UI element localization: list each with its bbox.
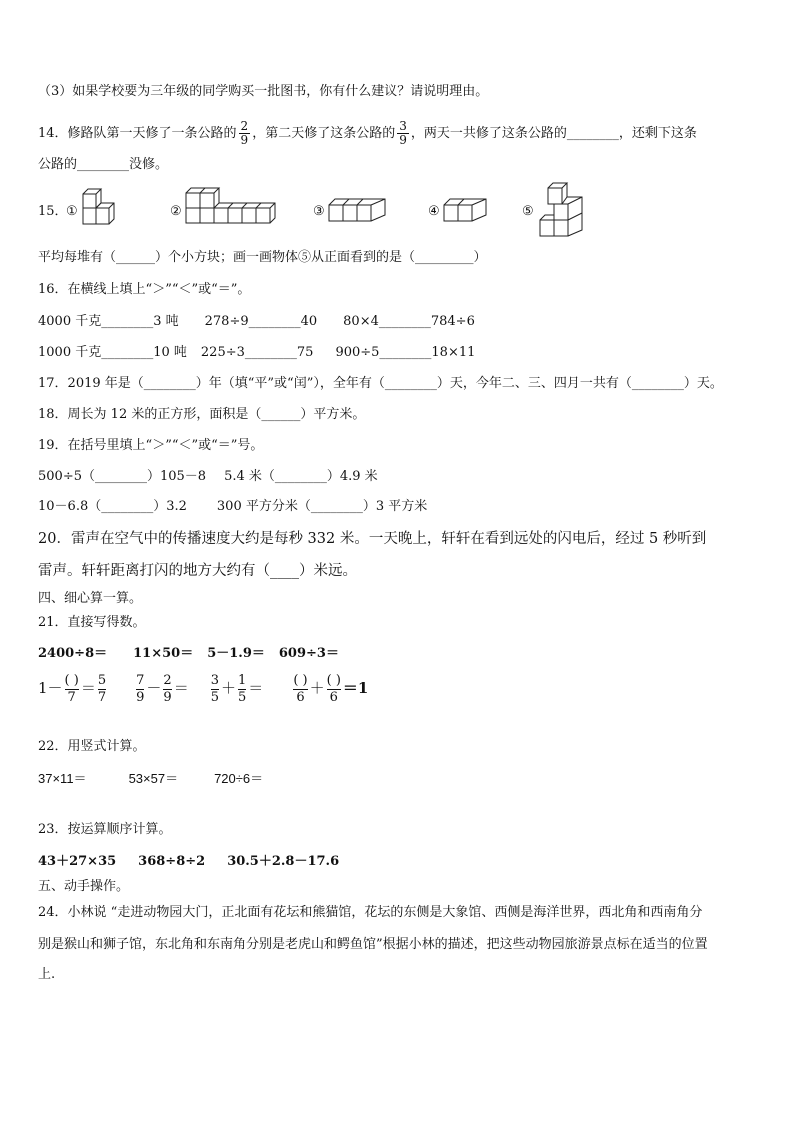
q19-row-1 bbox=[38, 469, 378, 485]
equals-sign: ＝ bbox=[248, 679, 264, 697]
q21-row-1 bbox=[38, 646, 339, 662]
q21-fraction-7-9 bbox=[136, 673, 144, 706]
plus-sign: ＋ bbox=[221, 679, 237, 697]
q14-line2: 公路的________没修。 bbox=[38, 157, 169, 172]
fraction-denominator: 7 bbox=[65, 689, 79, 706]
q21-item: 11×50＝ bbox=[133, 646, 194, 661]
q16-item: 4000 千克________3 吨 bbox=[38, 314, 179, 329]
q16-item: 80×4________784÷6 bbox=[343, 314, 475, 329]
q15-number: 15． bbox=[38, 204, 68, 219]
q21-row-2 bbox=[38, 668, 368, 708]
q20-line1: 20．雷声在空气中的传播速度大约是每秒 332 米。一天晚上，轩轩在看到远处的闪电后，经过 5 秒听到 bbox=[38, 531, 707, 547]
fraction-numerator: 3 bbox=[399, 119, 407, 133]
answer-blank[interactable]: ( ) bbox=[326, 672, 341, 688]
q19-item: 300 平方分米（________）3 平方米 bbox=[216, 499, 428, 514]
equals-sign: ＝ bbox=[173, 679, 189, 697]
q24-line2: 别是猴山和狮子馆，东北角和东南角分别是老虎山和鳄鱼馆”根据小林的描述，把这些动物园旅游景点标在适当的位置 bbox=[38, 937, 708, 952]
figure-label-2: ② bbox=[170, 204, 182, 219]
fraction-numerator: 7 bbox=[136, 672, 145, 688]
q14-text-c: ，两天一共修了这条公路的________，还剩下这条 bbox=[410, 126, 697, 141]
equals-sign: ＝ bbox=[80, 679, 96, 697]
fraction-denominator: 7 bbox=[97, 689, 107, 705]
fraction-denominator: 9 bbox=[136, 689, 145, 705]
fraction-numerator: 1 bbox=[238, 672, 247, 688]
q16-row-2 bbox=[38, 345, 475, 361]
q22-item: 720÷6＝ bbox=[214, 771, 264, 786]
q21-item: 609÷3＝ bbox=[278, 646, 339, 661]
q14-fraction-2 bbox=[397, 120, 409, 147]
q24-line1: 24．小林说 “走进动物园大门，正北面有花坛和熊猫馆，花坛的东侧是大象馆、西侧是海洋世界，西北角和西南角分 bbox=[38, 905, 703, 920]
q21-fraction-blank-6a bbox=[293, 673, 307, 706]
fraction-denominator: 9 bbox=[399, 133, 407, 147]
cube-figure-2 bbox=[184, 186, 278, 226]
fraction-denominator: 5 bbox=[210, 689, 219, 705]
q19-item: 10－6.8（________）3.2 bbox=[38, 499, 187, 514]
fraction-denominator: 6 bbox=[327, 689, 341, 706]
q21-fraction-blank-7 bbox=[65, 673, 79, 706]
q23-item: 368÷8÷2 bbox=[138, 854, 206, 869]
q17: 17．2019 年是（________）年（填“平”或“闰”），全年有（________）天，今年二、三、四月一共有（________）天。 bbox=[38, 376, 723, 391]
figure-label-4: ④ bbox=[428, 204, 440, 219]
q15-text: 平均每堆有（______）个小方块；画一画物体⑤从正面看到的是（_________） bbox=[38, 250, 487, 265]
cube-figure-3 bbox=[328, 198, 388, 224]
fraction-denominator: 5 bbox=[238, 689, 247, 705]
fraction-denominator: 6 bbox=[293, 689, 307, 706]
q16-item: 900÷5________18×11 bbox=[335, 345, 476, 360]
figure-label-1: ① bbox=[66, 204, 78, 219]
fraction-numerator: 2 bbox=[240, 119, 249, 133]
q21-item: 5－1.9＝ bbox=[207, 646, 265, 661]
answer-blank[interactable]: ( ) bbox=[64, 672, 79, 688]
fraction-numerator: 2 bbox=[163, 672, 172, 688]
fraction-numerator: 3 bbox=[210, 672, 219, 688]
q20-line2: 雷声。轩轩距离打闪的地方大约有（____）米远。 bbox=[38, 563, 357, 579]
answer-blank[interactable]: ( ) bbox=[293, 672, 308, 688]
q14-text-b: ，第二天修了这条公路的 bbox=[252, 126, 396, 141]
q21-fraction-5-7 bbox=[98, 673, 106, 706]
plus-sign: ＋ bbox=[309, 679, 325, 697]
fraction-denominator: 9 bbox=[163, 689, 172, 705]
cube-figure-5 bbox=[538, 182, 586, 240]
q19-item: 500÷5（________）105－8 bbox=[38, 469, 207, 484]
q22-item: 37×11＝ bbox=[38, 771, 87, 786]
q18: 18．周长为 12 米的正方形，面积是（______）平方米。 bbox=[38, 407, 366, 422]
q19-title: 19．在括号里填上“＞”“＜”或“＝”号。 bbox=[38, 438, 264, 453]
minus-sign: － bbox=[146, 679, 162, 697]
q16-item: 225÷3________75 bbox=[200, 345, 314, 360]
fraction-denominator: 9 bbox=[240, 133, 249, 147]
q14-text-a: 14．修路队第一天修了一条公路的 bbox=[38, 126, 237, 141]
q13-part3: （3）如果学校要为三年级的同学购买一批图书，你有什么建议？请说明理由。 bbox=[38, 84, 489, 99]
q21-fraction-blank-6b bbox=[327, 673, 341, 706]
q22-items bbox=[38, 771, 263, 787]
q19-row-2 bbox=[38, 499, 427, 515]
q21-item: 2400÷8＝ bbox=[38, 646, 108, 661]
q21-fraction-2-9 bbox=[163, 673, 171, 706]
q16-item: 1000 千克________10 吨 bbox=[38, 345, 187, 360]
q19-item: 5.4 米（________）4.9 米 bbox=[224, 469, 378, 484]
q23-item: 30.5＋2.8－17.6 bbox=[227, 854, 340, 869]
q21-expr-one-minus: 1－ bbox=[38, 679, 63, 697]
q23-item: 43＋27×35 bbox=[38, 854, 117, 869]
q22-title: 22．用竖式计算。 bbox=[38, 739, 146, 754]
q14-line1 bbox=[38, 120, 697, 147]
figure-label-5: ⑤ bbox=[522, 204, 534, 219]
q21-fraction-3-5 bbox=[211, 673, 219, 706]
fraction-numerator: 5 bbox=[97, 672, 107, 688]
figure-label-3: ③ bbox=[313, 204, 325, 219]
q23-title: 23．按运算顺序计算。 bbox=[38, 822, 172, 837]
equals-one: ＝1 bbox=[342, 679, 369, 697]
section-5-heading: 五、动手操作。 bbox=[38, 879, 130, 894]
q22-item: 53×57＝ bbox=[128, 771, 179, 786]
cube-figure-4 bbox=[443, 198, 489, 224]
q16-row-1 bbox=[38, 314, 475, 330]
cube-figure-1 bbox=[82, 188, 122, 228]
q24-line3: 上. bbox=[38, 967, 56, 982]
q14-fraction-1 bbox=[239, 120, 251, 147]
q23-items bbox=[38, 854, 339, 870]
section-4-heading: 四、细心算一算。 bbox=[38, 591, 143, 606]
q16-item: 278÷9________40 bbox=[204, 314, 318, 329]
q21-title: 21．直接写得数。 bbox=[38, 615, 146, 630]
q16-title: 16．在横线上填上“＞”“＜”或“＝”。 bbox=[38, 282, 251, 297]
q21-fraction-1-5 bbox=[238, 673, 246, 706]
